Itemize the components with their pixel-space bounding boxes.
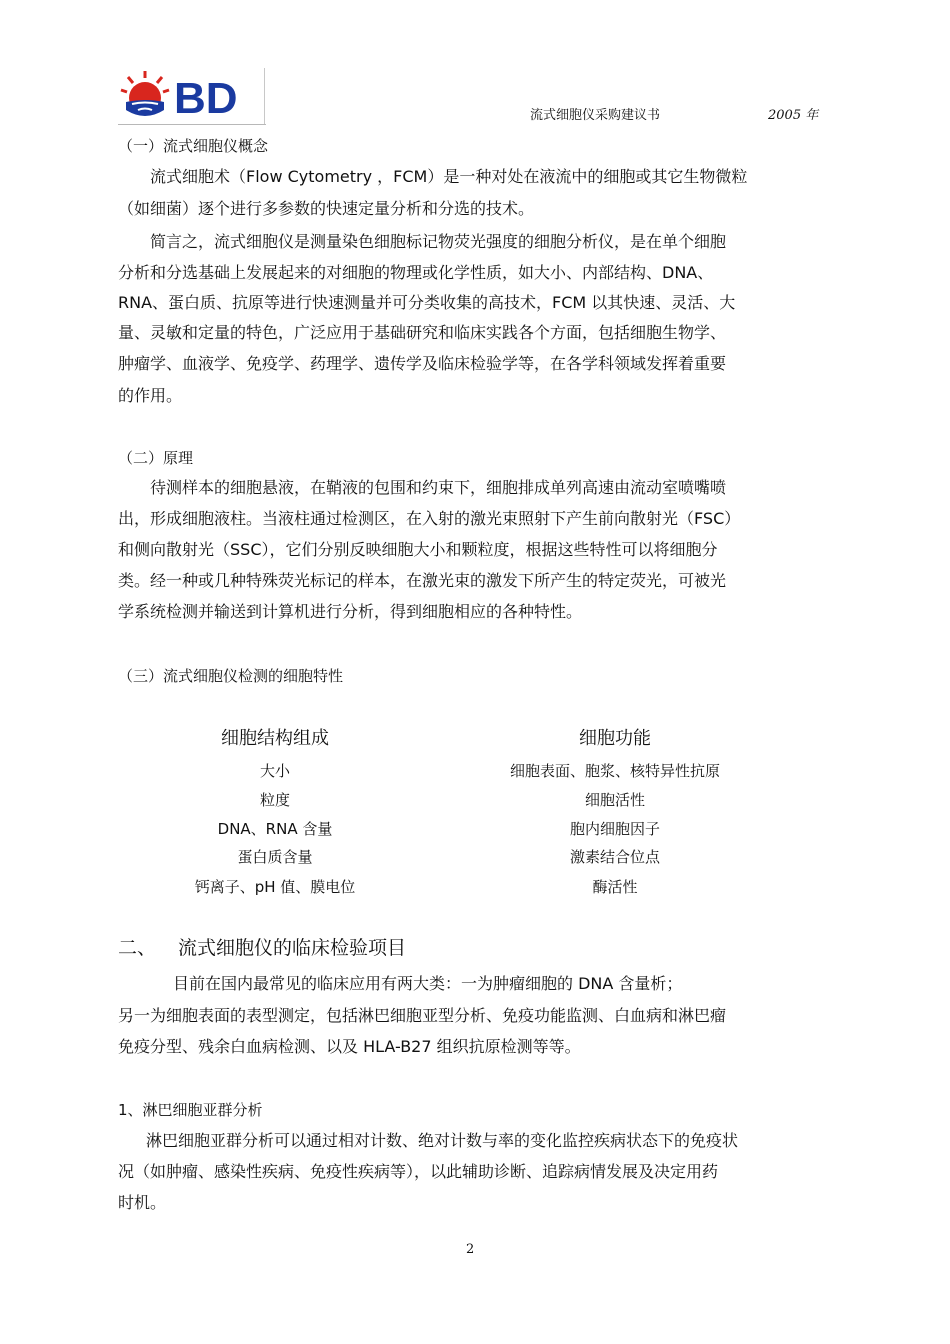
header-rule-vertical bbox=[264, 68, 265, 125]
bd-logo bbox=[118, 68, 264, 124]
bd-sunburst-icon bbox=[121, 71, 169, 116]
paragraph-line: 和侧向散射光（SSC），它们分别反映细胞大小和颗粒度，根据这些特性可以将细胞分 bbox=[118, 540, 718, 559]
table-cell: 钙离子、pH 值、膜电位 bbox=[194, 878, 356, 896]
paragraph-line: RNA、蛋白质、抗原等进行快速测量并可分类收集的高技术，FCM 以其快速、灵活、大 bbox=[118, 293, 736, 312]
table-cell: DNA、RNA 含量 bbox=[217, 820, 333, 838]
paragraph-line: 另一为细胞表面的表型测定，包括淋巴细胞亚型分析、免疫功能监测、白血病和淋巴瘤 bbox=[118, 1006, 727, 1025]
header-rule bbox=[118, 124, 266, 125]
table-cell: 细胞活性 bbox=[584, 791, 645, 809]
table-header-function: 细胞功能 bbox=[579, 728, 651, 749]
section-heading-principle: （二）原理 bbox=[118, 449, 194, 467]
paragraph-line: 学系统检测并输送到计算机进行分析，得到细胞相应的各种特性。 bbox=[118, 602, 583, 621]
document-title: 流式细胞仪采购建议书 bbox=[530, 108, 661, 123]
paragraph-line: 的作用。 bbox=[118, 386, 183, 405]
paragraph-line: 淋巴细胞亚群分析可以通过相对计数、绝对计数与率的变化监控疾病状态下的免疫状 bbox=[146, 1131, 739, 1150]
table-cell: 细胞表面、胞浆、核特异性抗原 bbox=[509, 762, 720, 780]
bd-logo-text: BD bbox=[174, 74, 238, 123]
section-heading-properties: （三）流式细胞仪检测的细胞特性 bbox=[118, 667, 344, 685]
paragraph-line: （如细菌）逐个进行多参数的快速定量分析和分选的技术。 bbox=[118, 199, 535, 218]
paragraph-line: 待测样本的细胞悬液，在鞘液的包围和约束下，细胞排成单列高速由流动室喷嘴喷 bbox=[150, 478, 727, 497]
table-cell: 激素结合位点 bbox=[569, 848, 660, 866]
chapter-title: 流式细胞仪的临床检验项目 bbox=[178, 937, 407, 959]
table-cell: 胞内细胞因子 bbox=[569, 820, 660, 838]
paragraph-line: 况（如肿瘤、感染性疾病、免疫性疾病等），以此辅助诊断、追踪病情发展及决定用药 bbox=[118, 1162, 719, 1181]
paragraph-line: 肿瘤学、血液学、免疫学、药理学、遗传学及临床检验学等，在各学科领域发挥着重要 bbox=[118, 354, 727, 373]
paragraph-line: 目前在国内最常见的临床应用有两大类：一为肿瘤细胞的 DNA 含量析； bbox=[173, 974, 683, 993]
paragraph-line: 免疫分型、残余白血病检测、以及 HLA-B27 组织抗原检测等等。 bbox=[118, 1037, 581, 1056]
chapter-number: 二、 bbox=[118, 937, 157, 959]
table-cell: 酶活性 bbox=[592, 878, 638, 896]
table-cell: 蛋白质含量 bbox=[237, 848, 313, 866]
paragraph-line: 类。经一种或几种特殊荧光标记的样本，在激光束的激发下所产生的特定荧光，可被光 bbox=[118, 571, 727, 590]
paragraph-line: 简言之，流式细胞仪是测量染色细胞标记物荧光强度的细胞分析仪，是在单个细胞 bbox=[150, 232, 727, 251]
chapter-heading bbox=[118, 936, 406, 960]
paragraph-line: 时机。 bbox=[118, 1193, 167, 1212]
paragraph-line: 流式细胞术（Flow Cytometry ，FCM）是一种对处在液流中的细胞或其它生物微粒 bbox=[150, 167, 748, 186]
paragraph-line: 量、灵敏和定量的特色，广泛应用于基础研究和临床实践各个方面，包括细胞生物学、 bbox=[118, 323, 727, 342]
section-heading-concept: （一）流式细胞仪概念 bbox=[118, 137, 269, 155]
paragraph-line: 出，形成细胞液柱。当液柱通过检测区，在入射的激光束照射下产生前向散射光（FSC） bbox=[118, 509, 741, 528]
table-header-structure: 细胞结构组成 bbox=[221, 728, 329, 749]
subsection-heading: 1、淋巴细胞亚群分析 bbox=[118, 1101, 263, 1119]
document-year: 2005 年 bbox=[768, 108, 819, 123]
paragraph-line: 分析和分选基础上发展起来的对细胞的物理或化学性质，如大小、内部结构、DNA、 bbox=[118, 263, 714, 282]
table-cell: 粒度 bbox=[259, 791, 290, 809]
table-cell: 大小 bbox=[259, 762, 290, 780]
page-number: 2 bbox=[466, 1242, 475, 1257]
